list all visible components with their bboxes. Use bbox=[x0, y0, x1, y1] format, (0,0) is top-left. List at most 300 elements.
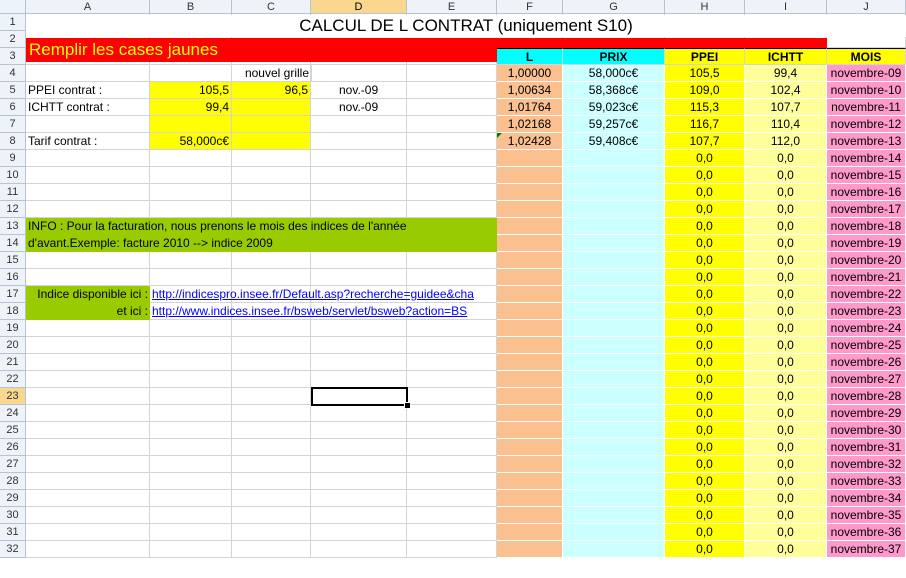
grid-cell[interactable] bbox=[26, 320, 150, 337]
grid-cell[interactable] bbox=[26, 116, 150, 133]
row-header[interactable]: 18 bbox=[0, 303, 26, 320]
table-cell-ppei[interactable]: 0,0 bbox=[665, 405, 745, 422]
table-cell-prix[interactable] bbox=[563, 235, 665, 252]
table-cell-mois[interactable]: novembre-36 bbox=[827, 524, 906, 541]
table-cell-ppei[interactable]: 0,0 bbox=[665, 218, 745, 235]
grid-cell[interactable] bbox=[232, 184, 311, 201]
grid-cell[interactable] bbox=[311, 354, 407, 371]
row-header[interactable]: 24 bbox=[0, 405, 26, 422]
table-cell-prix[interactable] bbox=[563, 405, 665, 422]
table-cell-l[interactable] bbox=[497, 167, 563, 184]
table-cell-ichtt[interactable]: 0,0 bbox=[745, 388, 827, 405]
table-cell-l[interactable] bbox=[497, 252, 563, 269]
grid-cell[interactable] bbox=[407, 252, 497, 269]
grid-cell[interactable] bbox=[311, 269, 407, 286]
table-cell-mois[interactable]: novembre-37 bbox=[827, 541, 906, 558]
table-cell-prix[interactable] bbox=[563, 388, 665, 405]
grid-cell[interactable] bbox=[311, 541, 407, 558]
table-cell-ichtt[interactable]: 0,0 bbox=[745, 371, 827, 388]
row-header[interactable]: 5 bbox=[0, 82, 26, 99]
grid-cell[interactable] bbox=[311, 201, 407, 218]
grid-cell[interactable] bbox=[150, 150, 232, 167]
grid-cell[interactable] bbox=[407, 167, 497, 184]
table-cell-mois[interactable]: novembre-32 bbox=[827, 456, 906, 473]
table-cell-mois[interactable]: novembre-22 bbox=[827, 286, 906, 303]
table-cell-prix[interactable] bbox=[563, 218, 665, 235]
grid-cell[interactable] bbox=[232, 252, 311, 269]
table-cell-prix[interactable] bbox=[563, 490, 665, 507]
tarif-contrat-input[interactable]: 58,000c€ bbox=[150, 133, 232, 150]
grid-cell[interactable] bbox=[232, 150, 311, 167]
row-header[interactable]: 15 bbox=[0, 252, 26, 269]
row-header[interactable]: 32 bbox=[0, 541, 26, 558]
grid-cell[interactable] bbox=[407, 269, 497, 286]
table-cell-l[interactable] bbox=[497, 354, 563, 371]
grid-cell[interactable] bbox=[311, 116, 407, 133]
table-cell-l[interactable] bbox=[497, 490, 563, 507]
grid-cell[interactable] bbox=[232, 405, 311, 422]
table-cell-l[interactable] bbox=[497, 371, 563, 388]
grid-cell[interactable] bbox=[232, 320, 311, 337]
table-cell-ppei[interactable]: 0,0 bbox=[665, 507, 745, 524]
table-cell-l[interactable] bbox=[497, 422, 563, 439]
empty-yellow-c8[interactable] bbox=[232, 133, 311, 150]
table-cell-mois[interactable]: novembre-26 bbox=[827, 354, 906, 371]
grid-cell[interactable] bbox=[407, 184, 497, 201]
table-cell-ichtt[interactable]: 0,0 bbox=[745, 218, 827, 235]
table-cell-prix[interactable]: 59,023c€ bbox=[563, 99, 665, 116]
ppei-nouvelle-grille-input[interactable]: 96,5 bbox=[232, 82, 311, 99]
grid-cell[interactable] bbox=[311, 184, 407, 201]
table-cell-ppei[interactable]: 109,0 bbox=[665, 82, 745, 99]
row-header[interactable]: 6 bbox=[0, 99, 26, 116]
grid-cell[interactable] bbox=[150, 371, 232, 388]
row-header[interactable]: 22 bbox=[0, 371, 26, 388]
empty-yellow-b7[interactable] bbox=[150, 116, 232, 133]
table-cell-ppei[interactable]: 0,0 bbox=[665, 473, 745, 490]
grid-cell[interactable] bbox=[407, 388, 497, 405]
table-cell-l[interactable]: 1,00000 bbox=[497, 65, 563, 82]
row-header[interactable]: 27 bbox=[0, 456, 26, 473]
row-header[interactable]: 13 bbox=[0, 218, 26, 235]
column-header-g[interactable]: G bbox=[563, 0, 665, 14]
grid-cell[interactable] bbox=[26, 201, 150, 218]
grid-cell[interactable] bbox=[150, 405, 232, 422]
grid-cell[interactable] bbox=[150, 320, 232, 337]
grid-cell[interactable] bbox=[407, 99, 497, 116]
grid-cell[interactable] bbox=[311, 65, 407, 82]
column-header-i[interactable]: I bbox=[745, 0, 827, 14]
table-cell-ichtt[interactable]: 0,0 bbox=[745, 150, 827, 167]
table-cell-mois[interactable]: novembre-27 bbox=[827, 371, 906, 388]
table-cell-ichtt[interactable]: 112,0 bbox=[745, 133, 827, 150]
table-cell-l[interactable] bbox=[497, 456, 563, 473]
grid-cell[interactable] bbox=[150, 456, 232, 473]
table-cell-ichtt[interactable]: 0,0 bbox=[745, 524, 827, 541]
grid-cell[interactable] bbox=[232, 524, 311, 541]
grid-cell[interactable] bbox=[311, 371, 407, 388]
grid-cell[interactable] bbox=[150, 439, 232, 456]
table-cell-mois[interactable]: novembre-13 bbox=[827, 133, 906, 150]
row-header[interactable]: 4 bbox=[0, 65, 26, 82]
table-cell-mois[interactable]: novembre-24 bbox=[827, 320, 906, 337]
grid-cell[interactable] bbox=[311, 456, 407, 473]
grid-cell[interactable] bbox=[26, 269, 150, 286]
table-cell-ppei[interactable]: 0,0 bbox=[665, 371, 745, 388]
grid-cell[interactable] bbox=[311, 490, 407, 507]
table-cell-mois[interactable]: novembre-12 bbox=[827, 116, 906, 133]
table-cell-prix[interactable] bbox=[563, 337, 665, 354]
table-cell-prix[interactable] bbox=[563, 541, 665, 558]
table-cell-ichtt[interactable]: 0,0 bbox=[745, 252, 827, 269]
table-cell-ppei[interactable]: 0,0 bbox=[665, 320, 745, 337]
table-cell-prix[interactable] bbox=[563, 371, 665, 388]
grid-cell[interactable] bbox=[232, 473, 311, 490]
grid-cell[interactable] bbox=[26, 388, 150, 405]
table-cell-ichtt[interactable]: 0,0 bbox=[745, 235, 827, 252]
table-cell-prix[interactable]: 58,368c€ bbox=[563, 82, 665, 99]
table-cell-ppei[interactable]: 0,0 bbox=[665, 184, 745, 201]
row-header[interactable]: 16 bbox=[0, 269, 26, 286]
grid-cell[interactable] bbox=[232, 490, 311, 507]
grid-cell[interactable] bbox=[407, 524, 497, 541]
table-cell-ichtt[interactable]: 102,4 bbox=[745, 82, 827, 99]
table-cell-prix[interactable] bbox=[563, 524, 665, 541]
table-cell-mois[interactable]: novembre-18 bbox=[827, 218, 906, 235]
ppei-contrat-input[interactable]: 105,5 bbox=[150, 82, 232, 99]
row-header[interactable]: 21 bbox=[0, 354, 26, 371]
table-cell-prix[interactable] bbox=[563, 184, 665, 201]
grid-cell[interactable] bbox=[311, 507, 407, 524]
table-cell-mois[interactable]: novembre-10 bbox=[827, 82, 906, 99]
table-cell-prix[interactable] bbox=[563, 252, 665, 269]
table-cell-ppei[interactable]: 0,0 bbox=[665, 490, 745, 507]
row-header[interactable]: 7 bbox=[0, 116, 26, 133]
row-header[interactable]: 19 bbox=[0, 320, 26, 337]
grid-cell[interactable] bbox=[150, 184, 232, 201]
grid-cell[interactable] bbox=[150, 473, 232, 490]
table-cell-mois[interactable]: novembre-29 bbox=[827, 405, 906, 422]
table-cell-ppei[interactable]: 0,0 bbox=[665, 354, 745, 371]
table-cell-ppei[interactable]: 0,0 bbox=[665, 337, 745, 354]
grid-cell[interactable] bbox=[150, 541, 232, 558]
table-cell-ichtt[interactable]: 0,0 bbox=[745, 473, 827, 490]
grid-cell[interactable] bbox=[407, 150, 497, 167]
row-header[interactable]: 20 bbox=[0, 337, 26, 354]
grid-cell[interactable] bbox=[232, 388, 311, 405]
grid-cell[interactable] bbox=[232, 337, 311, 354]
table-cell-l[interactable] bbox=[497, 388, 563, 405]
table-cell-ichtt[interactable]: 0,0 bbox=[745, 201, 827, 218]
table-cell-prix[interactable] bbox=[563, 422, 665, 439]
row-header[interactable]: 23 bbox=[0, 388, 26, 405]
active-cell-selection[interactable] bbox=[311, 387, 408, 406]
table-cell-ppei[interactable]: 0,0 bbox=[665, 524, 745, 541]
table-cell-prix[interactable]: 58,000c€ bbox=[563, 65, 665, 82]
grid-cell[interactable] bbox=[26, 507, 150, 524]
table-cell-l[interactable] bbox=[497, 337, 563, 354]
grid-cell[interactable] bbox=[407, 320, 497, 337]
grid-cell[interactable] bbox=[407, 439, 497, 456]
row-header[interactable]: 9 bbox=[0, 150, 26, 167]
grid-cell[interactable] bbox=[26, 524, 150, 541]
row-header[interactable]: 29 bbox=[0, 490, 26, 507]
grid-cell[interactable] bbox=[407, 82, 497, 99]
table-cell-ichtt[interactable]: 107,7 bbox=[745, 99, 827, 116]
table-cell-ichtt[interactable]: 110,4 bbox=[745, 116, 827, 133]
table-cell-prix[interactable] bbox=[563, 320, 665, 337]
table-cell-mois[interactable]: novembre-15 bbox=[827, 167, 906, 184]
table-cell-prix[interactable]: 59,408c€ bbox=[563, 133, 665, 150]
row-header[interactable]: 8 bbox=[0, 133, 26, 150]
column-header-e[interactable]: E bbox=[407, 0, 497, 14]
grid-cell[interactable] bbox=[150, 65, 232, 82]
table-cell-prix[interactable] bbox=[563, 150, 665, 167]
grid-cell[interactable] bbox=[26, 150, 150, 167]
table-cell-mois[interactable]: novembre-23 bbox=[827, 303, 906, 320]
row-header[interactable]: 14 bbox=[0, 235, 26, 252]
grid-cell[interactable] bbox=[232, 507, 311, 524]
grid-cell[interactable] bbox=[150, 167, 232, 184]
table-cell-mois[interactable]: novembre-28 bbox=[827, 388, 906, 405]
grid-cell[interactable] bbox=[407, 354, 497, 371]
grid-cell[interactable] bbox=[150, 269, 232, 286]
row-header[interactable]: 2 bbox=[0, 31, 26, 48]
table-cell-ichtt[interactable]: 0,0 bbox=[745, 456, 827, 473]
grid-cell[interactable] bbox=[407, 422, 497, 439]
table-cell-l[interactable] bbox=[497, 405, 563, 422]
grid-cell[interactable] bbox=[26, 422, 150, 439]
grid-cell[interactable] bbox=[26, 252, 150, 269]
grid-cell[interactable] bbox=[26, 405, 150, 422]
table-cell-l[interactable]: 1,00634 bbox=[497, 82, 563, 99]
grid-cell[interactable] bbox=[26, 354, 150, 371]
grid-cell[interactable] bbox=[26, 371, 150, 388]
table-cell-ppei[interactable]: 0,0 bbox=[665, 269, 745, 286]
table-cell-l[interactable] bbox=[497, 524, 563, 541]
grid-cell[interactable] bbox=[232, 439, 311, 456]
grid-cell[interactable] bbox=[26, 541, 150, 558]
table-cell-prix[interactable] bbox=[563, 201, 665, 218]
grid-cell[interactable] bbox=[26, 167, 150, 184]
table-cell-l[interactable] bbox=[497, 320, 563, 337]
table-cell-ppei[interactable]: 0,0 bbox=[665, 235, 745, 252]
table-cell-l[interactable] bbox=[497, 507, 563, 524]
select-all-corner[interactable] bbox=[0, 0, 26, 14]
grid-cell[interactable] bbox=[232, 167, 311, 184]
grid-cell[interactable] bbox=[407, 65, 497, 82]
grid-cell[interactable] bbox=[407, 473, 497, 490]
grid-cell[interactable] bbox=[311, 150, 407, 167]
table-cell-l[interactable]: 1,01764 bbox=[497, 99, 563, 116]
grid-cell[interactable] bbox=[150, 490, 232, 507]
grid-cell[interactable] bbox=[26, 490, 150, 507]
row-header[interactable]: 25 bbox=[0, 422, 26, 439]
column-header-c[interactable]: C bbox=[232, 0, 311, 14]
column-header-a[interactable]: A bbox=[26, 0, 150, 14]
grid-cell[interactable] bbox=[407, 201, 497, 218]
table-cell-ppei[interactable]: 0,0 bbox=[665, 167, 745, 184]
table-cell-ppei[interactable]: 105,5 bbox=[665, 65, 745, 82]
table-cell-ichtt[interactable]: 0,0 bbox=[745, 354, 827, 371]
grid-cell[interactable] bbox=[311, 337, 407, 354]
grid-cell[interactable] bbox=[232, 201, 311, 218]
grid-cell[interactable] bbox=[311, 439, 407, 456]
grid-cell[interactable] bbox=[26, 456, 150, 473]
grid-cell[interactable] bbox=[232, 456, 311, 473]
table-cell-mois[interactable]: novembre-34 bbox=[827, 490, 906, 507]
table-cell-ichtt[interactable]: 0,0 bbox=[745, 303, 827, 320]
grid-cell[interactable] bbox=[407, 337, 497, 354]
table-cell-l[interactable] bbox=[497, 473, 563, 490]
grid-cell[interactable] bbox=[150, 524, 232, 541]
table-cell-ichtt[interactable]: 0,0 bbox=[745, 286, 827, 303]
table-cell-mois[interactable]: novembre-09 bbox=[827, 65, 906, 82]
table-cell-ppei[interactable]: 116,7 bbox=[665, 116, 745, 133]
table-cell-l[interactable] bbox=[497, 303, 563, 320]
table-cell-ichtt[interactable]: 0,0 bbox=[745, 490, 827, 507]
grid-cell[interactable] bbox=[232, 541, 311, 558]
table-cell-l[interactable] bbox=[497, 218, 563, 235]
grid-cell[interactable] bbox=[311, 133, 407, 150]
table-cell-mois[interactable]: novembre-20 bbox=[827, 252, 906, 269]
table-cell-l[interactable] bbox=[497, 150, 563, 167]
grid-cell[interactable] bbox=[150, 201, 232, 218]
table-cell-ichtt[interactable]: 0,0 bbox=[745, 167, 827, 184]
table-cell-ichtt[interactable]: 0,0 bbox=[745, 184, 827, 201]
table-cell-l[interactable]: 1,02168 bbox=[497, 116, 563, 133]
row-header[interactable]: 26 bbox=[0, 439, 26, 456]
row-header[interactable]: 11 bbox=[0, 184, 26, 201]
ichtt-contrat-input[interactable]: 99,4 bbox=[150, 99, 232, 116]
column-header-b[interactable]: B bbox=[150, 0, 232, 14]
table-cell-ppei[interactable]: 115,3 bbox=[665, 99, 745, 116]
table-cell-ppei[interactable]: 0,0 bbox=[665, 541, 745, 558]
table-cell-mois[interactable]: novembre-25 bbox=[827, 337, 906, 354]
grid-cell[interactable] bbox=[232, 422, 311, 439]
table-cell-mois[interactable]: novembre-19 bbox=[827, 235, 906, 252]
table-cell-ppei[interactable]: 0,0 bbox=[665, 388, 745, 405]
table-cell-ichtt[interactable]: 0,0 bbox=[745, 320, 827, 337]
grid-cell[interactable] bbox=[407, 133, 497, 150]
table-cell-prix[interactable] bbox=[563, 456, 665, 473]
row-header[interactable]: 28 bbox=[0, 473, 26, 490]
table-cell-ichtt[interactable]: 0,0 bbox=[745, 269, 827, 286]
table-cell-prix[interactable] bbox=[563, 167, 665, 184]
row-header[interactable]: 31 bbox=[0, 524, 26, 541]
indice-link-1[interactable]: http://indicespro.insee.fr/Default.asp?recherche=guidee&cha bbox=[150, 286, 497, 303]
table-cell-mois[interactable]: novembre-33 bbox=[827, 473, 906, 490]
table-cell-ppei[interactable]: 0,0 bbox=[665, 150, 745, 167]
table-cell-l[interactable] bbox=[497, 269, 563, 286]
grid-cell[interactable] bbox=[311, 422, 407, 439]
grid-cell[interactable] bbox=[407, 456, 497, 473]
grid-cell[interactable] bbox=[311, 252, 407, 269]
grid-cell[interactable] bbox=[150, 507, 232, 524]
table-cell-mois[interactable]: novembre-31 bbox=[827, 439, 906, 456]
grid-cell[interactable] bbox=[407, 541, 497, 558]
grid-cell[interactable] bbox=[407, 405, 497, 422]
table-cell-ichtt[interactable]: 0,0 bbox=[745, 405, 827, 422]
grid-cell[interactable] bbox=[407, 490, 497, 507]
column-header-f[interactable]: F bbox=[497, 0, 563, 14]
grid-cell[interactable] bbox=[311, 473, 407, 490]
grid-cell[interactable] bbox=[232, 269, 311, 286]
table-cell-l[interactable] bbox=[497, 235, 563, 252]
table-cell-mois[interactable]: novembre-35 bbox=[827, 507, 906, 524]
table-cell-ichtt[interactable]: 0,0 bbox=[745, 439, 827, 456]
table-cell-ppei[interactable]: 0,0 bbox=[665, 286, 745, 303]
grid-cell[interactable] bbox=[26, 473, 150, 490]
column-header-d[interactable]: D bbox=[311, 0, 407, 14]
grid-cell[interactable] bbox=[407, 507, 497, 524]
table-cell-mois[interactable]: novembre-14 bbox=[827, 150, 906, 167]
table-cell-mois[interactable]: novembre-17 bbox=[827, 201, 906, 218]
grid-cell[interactable] bbox=[150, 354, 232, 371]
table-cell-prix[interactable] bbox=[563, 354, 665, 371]
table-cell-ichtt[interactable]: 0,0 bbox=[745, 422, 827, 439]
table-cell-l[interactable] bbox=[497, 541, 563, 558]
table-cell-prix[interactable] bbox=[563, 473, 665, 490]
table-cell-prix[interactable] bbox=[563, 303, 665, 320]
table-cell-mois[interactable]: novembre-21 bbox=[827, 269, 906, 286]
row-header[interactable]: 3 bbox=[0, 48, 26, 65]
table-cell-ppei[interactable]: 0,0 bbox=[665, 201, 745, 218]
grid-cell[interactable] bbox=[311, 524, 407, 541]
table-cell-prix[interactable] bbox=[563, 286, 665, 303]
table-cell-ichtt[interactable]: 0,0 bbox=[745, 337, 827, 354]
grid-cell[interactable] bbox=[311, 320, 407, 337]
table-cell-ppei[interactable]: 0,0 bbox=[665, 252, 745, 269]
grid-cell[interactable] bbox=[150, 252, 232, 269]
grid-cell[interactable] bbox=[26, 337, 150, 354]
column-header-h[interactable]: H bbox=[665, 0, 745, 14]
table-cell-mois[interactable]: novembre-30 bbox=[827, 422, 906, 439]
empty-yellow-c7[interactable] bbox=[232, 116, 311, 133]
grid-cell[interactable] bbox=[26, 184, 150, 201]
table-cell-ppei[interactable]: 0,0 bbox=[665, 439, 745, 456]
grid-cell[interactable] bbox=[407, 116, 497, 133]
table-cell-ichtt[interactable]: 0,0 bbox=[745, 541, 827, 558]
grid-cell[interactable] bbox=[150, 388, 232, 405]
table-cell-ichtt[interactable]: 0,0 bbox=[745, 507, 827, 524]
table-cell-prix[interactable] bbox=[563, 439, 665, 456]
grid-cell[interactable] bbox=[407, 371, 497, 388]
table-cell-prix[interactable] bbox=[563, 507, 665, 524]
table-cell-l[interactable] bbox=[497, 286, 563, 303]
table-cell-ichtt[interactable]: 99,4 bbox=[745, 65, 827, 82]
row-header[interactable]: 17 bbox=[0, 286, 26, 303]
table-cell-l[interactable] bbox=[497, 201, 563, 218]
indice-link-2[interactable]: http://www.indices.insee.fr/bsweb/servlet/bsweb?action=BS bbox=[150, 303, 497, 320]
row-header[interactable]: 30 bbox=[0, 507, 26, 524]
table-cell-prix[interactable] bbox=[563, 269, 665, 286]
ichtt-empty-input[interactable] bbox=[232, 99, 311, 116]
grid-cell[interactable] bbox=[311, 405, 407, 422]
row-header[interactable]: 10 bbox=[0, 167, 26, 184]
grid-cell[interactable] bbox=[26, 439, 150, 456]
table-cell-mois[interactable]: novembre-16 bbox=[827, 184, 906, 201]
fill-handle[interactable] bbox=[404, 402, 411, 409]
row-header[interactable]: 12 bbox=[0, 201, 26, 218]
table-cell-ppei[interactable]: 107,7 bbox=[665, 133, 745, 150]
table-cell-ppei[interactable]: 0,0 bbox=[665, 422, 745, 439]
row-header[interactable]: 1 bbox=[0, 14, 26, 31]
grid-cell[interactable] bbox=[150, 422, 232, 439]
table-cell-l[interactable] bbox=[497, 184, 563, 201]
grid-cell[interactable] bbox=[232, 354, 311, 371]
grid-cell[interactable] bbox=[26, 65, 150, 82]
